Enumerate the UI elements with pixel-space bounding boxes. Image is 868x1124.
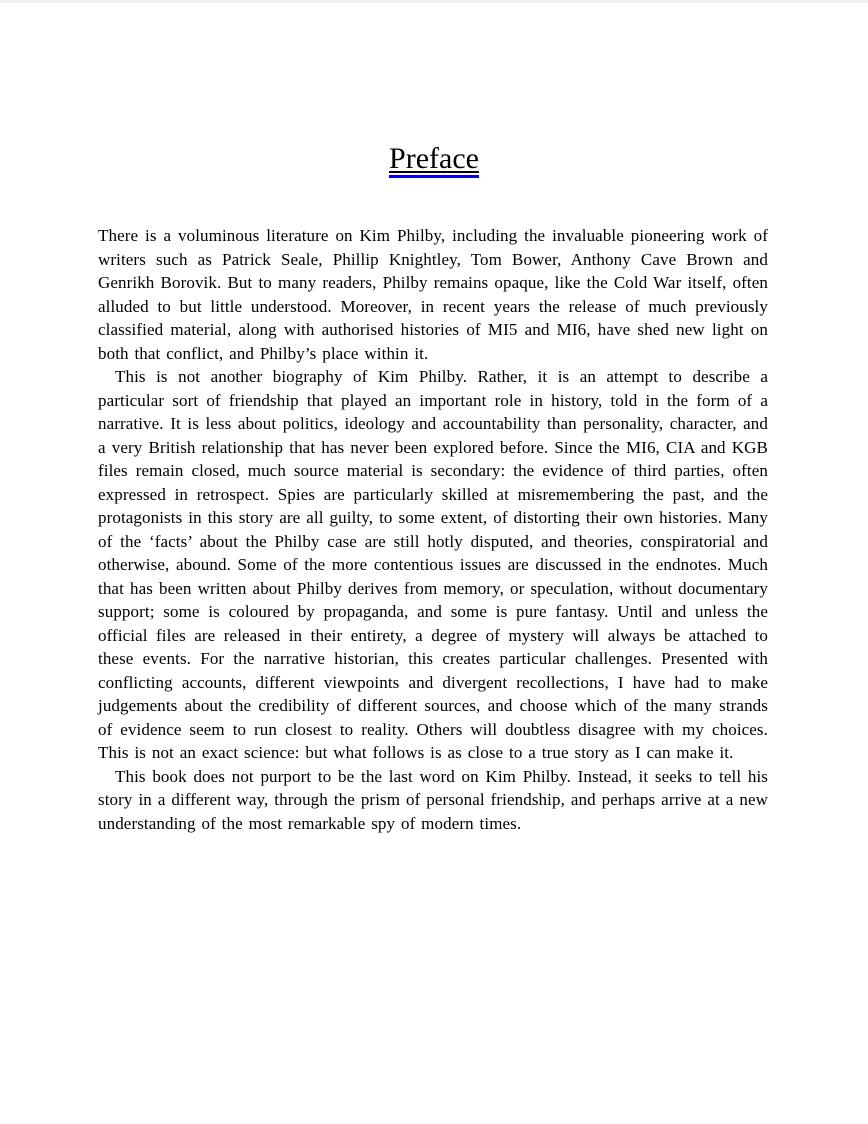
paragraph-1: There is a voluminous literature on Kim Philby, including the invaluable pioneering work of writers such as Patrick Seale, Phillip Knightley, Tom Bower, Anthony Cave Brown and Genrikh Borovik. But to many readers, Philby remains opaque, like the Cold War itself, often alluded to but little understood. Moreover, in recent years the release of much previously classified material, along with authorised histories of MI5 and MI6, have shed new light on both that conflict, and Philby’s place within it. — [98, 226, 768, 363]
body-text — [0, 224, 868, 835]
paragraph-3: This book does not purport to be the last word on Kim Philby. Instead, it seeks to tell his story in a different way, through the prism of personal friendship, and perhaps arrive at a new understanding of the most remarkable spy of modern times. — [98, 766, 768, 833]
chapter-title — [0, 0, 868, 178]
page-top-border — [0, 0, 868, 3]
chapter-title-link[interactable]: Preface — [389, 142, 479, 178]
paragraph-2: This is not another biography of Kim Philby. Rather, it is an attempt to describe a particular sort of friendship that played an important role in history, told in the form of a narrative. It is less about politics, ideology and accountability than personality, character, and a very British relationship that has never been explored before. Since the MI6, CIA and KGB files remain closed, much source material is secondary: the evidence of third parties, often expressed in retrospect. Spies are particularly skilled at misremembering the past, and the protagonists in this story are all guilty, to some extent, of distorting their own histories. Many of the ‘facts’ about the Philby case are still hotly disputed, and theories, conspiratorial and otherwise, abound. Some of the more contentious issues are discussed in the endnotes. Much that has been written about Philby derives from memory, or speculation, without documentary support; some is coloured by propaganda, and some is pure fantasy. Until and unless the official files are released in their entirety, a degree of mystery will always be attached to these events. For the narrative historian, this creates particular challenges. Presented with conflicting accounts, different viewpoints and divergent recollections, I have had to make judgements about the credibility of different sources, and choose which of the many strands of evidence seem to run closest to reality. Others will doubtless disagree with my choices. This is not an exact science: but what follows is as close to a true story as I can make it. — [98, 367, 768, 762]
